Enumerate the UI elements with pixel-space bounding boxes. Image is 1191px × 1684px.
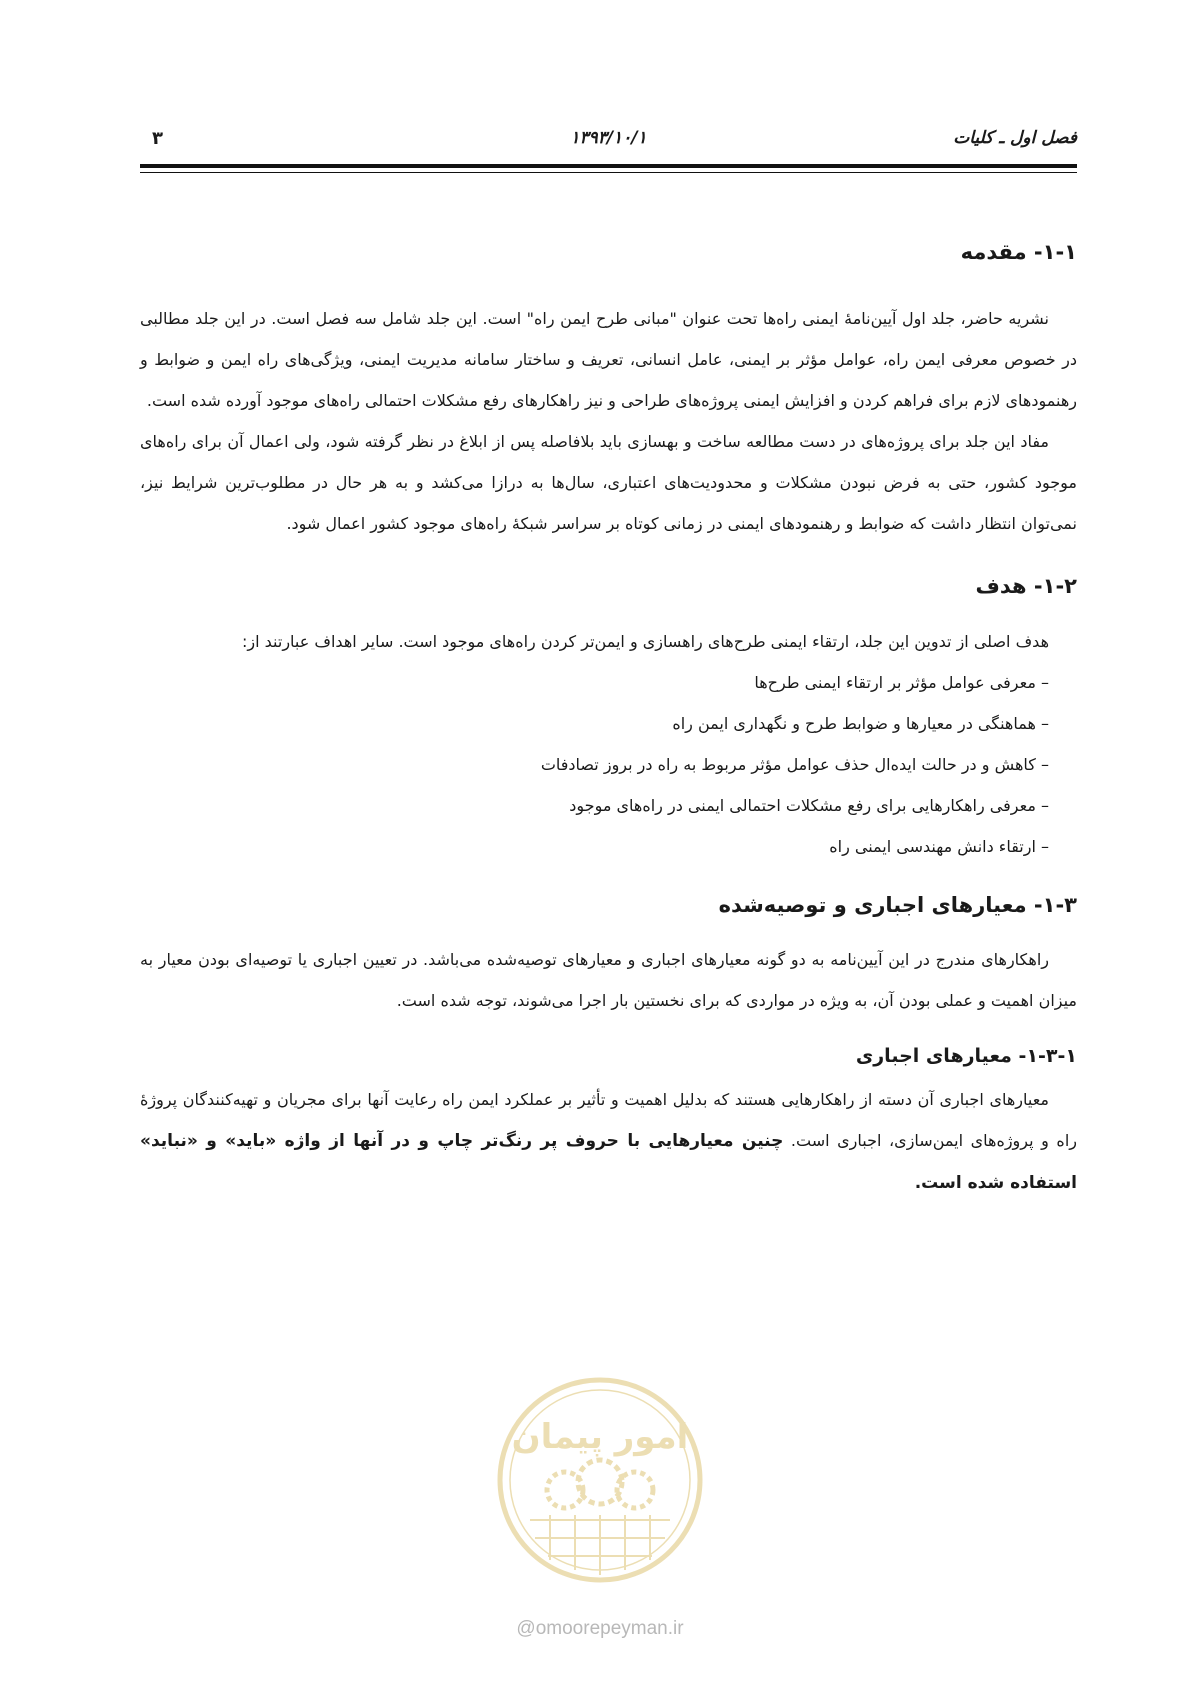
mandatory-bold-text: چنین معیارهایی با حروف پر رنگ‌تر چاپ و در آنها از واژه «باید» و «نباید» استفاده شده است.	[140, 1131, 1077, 1193]
intro-paragraph-2: مفاد این جلد برای پروژه‌های در دست مطالعه ساخت و بهسازی باید بلافاصله پس از ابلاغ در نظر گرفته شود، ولی اعمال آن برای راه‌های موجود کشور، حتی به فرض نبودن مشکلات و محدودیت‌های اعتباری، سال‌ها به درازا می‌کشد و به هر حال در مطلوب‌ترین شرایط نیز، نمی‌توان انتظار داشت که ضوابط و رهنمودهای ایمنی در زمانی کوتاه بر سراسر شبکهٔ راه‌های موجود کشور اعمال شود.	[140, 432, 1077, 533]
running-header	[140, 128, 1077, 158]
mandatory-paragraph	[140, 1079, 1077, 1204]
watermark-logo	[480, 1370, 720, 1590]
header-date: ۱۳۹۳/۱۰/۱	[570, 128, 647, 148]
intro-paragraph-1: نشریه حاضر، جلد اول آیین‌نامهٔ ایمنی راه‌ها تحت عنوان "مبانی طرح ایمن راه" است. این جلد شامل سه فصل است. در این جلد مطالبی در خصوص معرفی ایمن راه، عوامل مؤثر بر ایمنی، عامل انسانی، تعریف و ساختار سامانه مدیریت ایمنی، ویژگی‌های راه ایمن و ضوابط و رهنمودهای لازم برای فراهم کردن و افزایش ایمنی پروژه‌های طراحی و نیز راهکارهای رفع مشکلات احتمالی راه‌های موجود آورده شده است.	[140, 309, 1077, 410]
goal-list	[140, 662, 1077, 867]
goal-intro: هدف اصلی از تدوین این جلد، ارتقاء ایمنی طرح‌های راهسازی و ایمن‌تر کردن راه‌های موجود است. سایر اهداف عبارتند از:	[242, 632, 1049, 651]
section-heading-intro: ۱-۱- مقدمه	[960, 240, 1077, 264]
main-content	[140, 240, 1077, 1204]
section-heading-mandatory: ۱-۳-۱- معیارهای اجباری	[855, 1045, 1077, 1067]
list-item: – معرفی عوامل مؤثر بر ارتقاء ایمنی طرح‌ها	[754, 673, 1049, 692]
list-item: – کاهش و در حالت ایده‌ال حذف عوامل مؤثر مربوط به راه در بروز تصادفات	[540, 755, 1049, 774]
header-rule-thick	[140, 164, 1077, 168]
section-heading-goal: ۱-۲- هدف	[975, 574, 1077, 598]
watermark-caption: @omoorepeyman.ir	[516, 1618, 684, 1639]
criteria-paragraph: راهکارهای مندرج در این آیین‌نامه به دو گونه معیارهای اجباری و معیارهای توصیه‌شده می‌باشد. در تعیین اجباری یا توصیه‌ای بودن معیار به میزان اهمیت و عملی بودن آن، به ویژه در مواردی که برای نخستین بار اجرا می‌شوند، توجه شده است.	[140, 950, 1077, 1010]
list-item: – ارتقاء دانش مهندسی ایمنی راه	[829, 837, 1049, 856]
watermark-logo-text: امور پیمان	[511, 1417, 689, 1457]
header-rule-thin	[140, 172, 1077, 173]
list-item: – معرفی راهکارهایی برای رفع مشکلات احتمالی ایمنی در راه‌های موجود	[569, 796, 1049, 815]
page-number: ۳	[152, 128, 163, 149]
section-heading-criteria: ۱-۳- معیارهای اجباری و توصیه‌شده	[718, 893, 1077, 917]
chapter-title: فصل اول ـ کلیات	[953, 128, 1077, 148]
mandatory-text: معیارهای اجباری آن دسته از راهکارهایی هستند که بدلیل اهمیت و تأثیر بر عملکرد ایمن راه رعایت آنها برای مجریان و تهیه‌کنندگان پروژهٔ راه و پروژه‌های ایمن‌سازی، اجباری است.	[140, 1090, 1077, 1150]
list-item: – هماهنگی در معیارها و ضوابط طرح و نگهداری ایمن راه	[672, 714, 1049, 733]
